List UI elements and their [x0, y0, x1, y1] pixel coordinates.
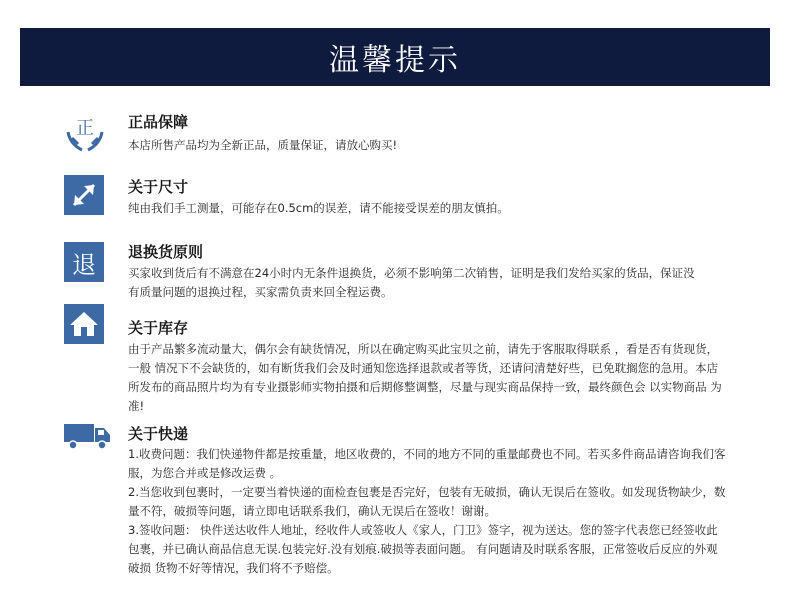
home-icon — [64, 304, 104, 344]
return-icon — [64, 242, 104, 282]
description-line: 1.收费问题：我们快递物件都是按重量，地区收费的，不同的地方不同的重量邮费也不同。若买多件商品请咨询我们客 — [128, 447, 726, 461]
description-line: 一般 情况下不会缺货的，如有断货我们会及时通知您选择退款或者等货，还请问清楚好些，已免耽搁您的急用。本店 — [128, 361, 719, 375]
svg-text:正: 正 — [76, 118, 94, 139]
description-line: 有质量问题的退换过程，买家需负责来回全程运费。 — [128, 285, 393, 299]
description-line: 包裹，并已确认商品信息无误.包装完好.没有划痕.破损等表面问题。 有问题请及时联系客服，正常签收后反应的外观 — [128, 542, 718, 556]
description-line: 本店所售产品均为全新正品，质量保证，请放心购买! — [128, 138, 398, 152]
section-description — [128, 445, 772, 578]
description-line: 服，为您合并或是修改运费 。 — [128, 466, 282, 480]
description-line: 所发布的商品照片均为有专业摄影师实物拍摄和后期修整调整，尽量与现实商品保持一致，最终颜色会 以实物商品 为 — [128, 380, 722, 394]
section-description — [128, 340, 772, 416]
header-banner — [20, 28, 770, 86]
section-title: 关于库存 — [128, 319, 189, 337]
description-line: 破损 货物不好等情况，我们将不予赔偿。 — [128, 561, 339, 575]
description-line: 纯由我们手工测量，可能存在0.5cm的误差，请不能接受误差的朋友慎拍。 — [128, 201, 509, 215]
description-line: 3.签收问题： 快件送达收件人地址，经收件人或签收人《家人，门卫》签字，视为送达。您的签字代表您已经签收此 — [128, 523, 718, 537]
section-title: 退换货原则 — [128, 243, 204, 261]
delivery-truck-icon — [62, 418, 112, 452]
section-title: 关于尺寸 — [128, 178, 189, 196]
page-title: 温馨提示 — [329, 43, 461, 78]
description-line: 买家收到货后有不满意在24小时内无条件退换货，必须不影响第二次销售，证明是我们发给买家的货品，保证没 — [128, 266, 695, 280]
section-description — [128, 264, 772, 302]
description-line: 2.当您收到包裹时，一定要当着快递的面检查包裹是否完好，包装有无破损，确认无误后在签收。如发现货物缺少，数 — [128, 485, 726, 499]
description-line: 量不符，破损等问题，请立即电话联系我们，确认无误后在签收！谢谢。 — [128, 504, 496, 518]
resize-arrow-icon — [64, 175, 104, 215]
description-line: 由于产品繁多流动量大，偶尔会有缺货情况，所以在确定购买此宝贝之前，请先于客服取得联系 ，看是否有货现货， — [128, 342, 719, 356]
section-title: 关于快递 — [128, 425, 189, 443]
section-description — [128, 136, 772, 155]
section-description — [128, 199, 772, 218]
section-title: 正品保障 — [128, 113, 189, 131]
return-icon-char: 退 — [72, 250, 96, 279]
genuine-icon — [64, 114, 106, 156]
description-line: 准! — [128, 399, 145, 413]
